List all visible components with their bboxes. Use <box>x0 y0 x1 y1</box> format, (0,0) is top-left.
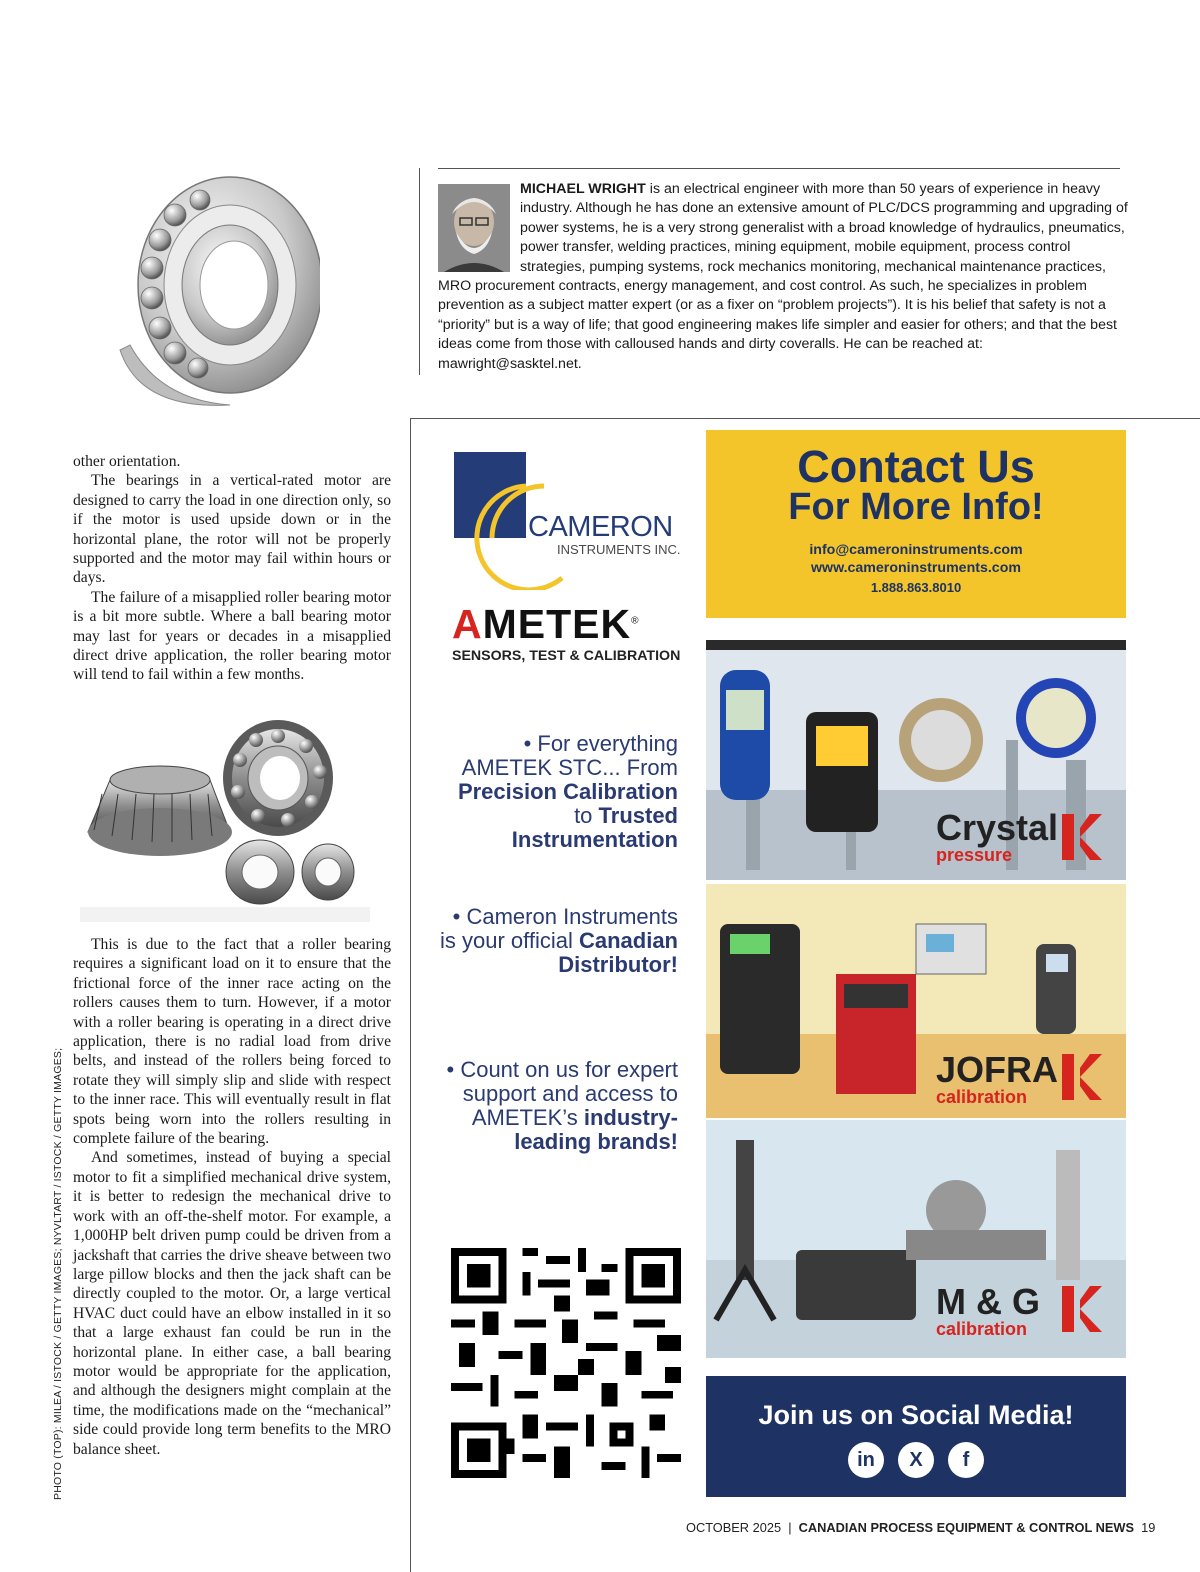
contact-box <box>706 430 1126 618</box>
ametek-k-mark <box>1058 812 1108 862</box>
facebook-icon[interactable]: f <box>948 1442 984 1478</box>
social-heading: Join us on Social Media! <box>758 1400 1074 1430</box>
roller-bearings-photo <box>80 712 370 922</box>
contact-email[interactable]: info@cameroninstruments.com <box>809 542 1023 558</box>
brand-sub: pressure <box>936 845 1013 865</box>
pitch-bold: Canadian Distributor! <box>558 928 678 977</box>
photo-credit: PHOTO (TOP): MILEA / ISTOCK / GETTY IMAGES; NYVLTART / ISTOCK / GETTY IMAGES; <box>52 1047 64 1500</box>
brand-name: Crystal <box>936 807 1059 848</box>
mg-brand <box>936 1281 1040 1339</box>
page-footer <box>686 1520 1155 1535</box>
article-column-bottom <box>73 935 391 1459</box>
article-paragraph: And sometimes, instead of buying a special motor to fit a simplified mechanical drive system, it is better to redesign the mechanical drive to work with an off-the-shelf motor. For example, a 1,000HP belt driven pump could be driven from a jackshaft that carries the drive sheave between two large pillow blocks and then the jack shaft can be directly coupled to the motor. Or, a large vertical HVAC duct could have an elbow installed in it so that a large exhaust fan could be run in the horizontal plane. In either case, a ball bearing motor would be appropriate for the application, and although the designers might complain at the time, the modifications made on the “mechanical” side could provide long term benefits to the MRO balance sheet. <box>73 1149 391 1458</box>
contact-heading: Contact Us <box>797 441 1035 492</box>
contact-subheading: For More Info! <box>788 486 1044 528</box>
qr-code[interactable] <box>451 1248 681 1478</box>
bio-left-rule <box>419 168 420 375</box>
ad-left-rule <box>410 418 411 1572</box>
page-number: 19 <box>1141 1520 1156 1535</box>
article-paragraph: The failure of a misapplied roller bearing motor is a bit more subtle. Where a ball bearing motor may last for years or decades in a misapplied direct drive application, the roller bearing motor will tend to fail within a few months. <box>73 588 391 684</box>
author-bio <box>438 180 1128 374</box>
footer-separator: | <box>788 1520 792 1535</box>
pitch-bold: industry-leading brands! <box>514 1105 678 1154</box>
ametek-logo <box>452 601 640 647</box>
ametek-tagline: SENSORS, TEST & CALIBRATION <box>452 648 681 664</box>
brand-sub: calibration <box>936 1087 1028 1107</box>
pitch-bold: Trusted Instrumentation <box>511 803 678 852</box>
ad-pitch-2 <box>436 905 678 977</box>
ad-pitch-1 <box>436 732 678 852</box>
crystal-brand <box>936 807 1059 865</box>
pitch-text: • For everything AMETEK STC... From <box>461 731 678 780</box>
author-bio-text: is an electrical engineer with more than 50 years of experience in heavy industry. Although he has done an extensive amount of PLC/DCS programming and upgrading of power systems, he is a very strong generalist with a broad knowledge of hydraulics, pneumatics, power transfer, welding practices, mining equipment, mobile equipment, process control strategies, pumping systems, rock mechanics monitoring, mechanical maintenance practices, MRO procurement contracts, energy management, and cost control. As such, he specializes in problem prevention as a subject matter expert (or as a fixer on “problem projects”). It is his belief that safety is not a “priority” but is a way of life; that good engineering makes life simpler and easier for others; and that the best ideas come from those with calloused hands and dirty coveralls. He can be reached at: mawright@sasktel.net. <box>438 181 1128 372</box>
brand-name: M & G <box>936 1281 1040 1322</box>
pitch-text: to <box>574 803 599 828</box>
registered-mark: ® <box>631 615 640 627</box>
cameron-wordmark: CAMERON <box>528 511 673 543</box>
contact-phone: 1.888.863.8010 <box>870 580 962 595</box>
social-media-box <box>706 1376 1126 1497</box>
x-twitter-icon[interactable]: X <box>898 1442 934 1478</box>
bio-top-rule <box>438 168 1120 169</box>
ametek-logo-a: A <box>452 601 483 647</box>
author-name: MICHAEL WRIGHT <box>520 181 646 197</box>
article-paragraph: This is due to the fact that a roller bearing requires a significant load on it to ensure that the frictional force of the inner race acting on the rollers causes them to turn. However, if a motor with a roller bearing is operating in a direct drive application, there is no radial load from drive belts, and instead of the rollers being forced to rotate they will simply slip and slide with respect to the inner race. This will eventually result in flat spots being worn into the rollers resulting in complete failure of the bearing. <box>73 936 391 1148</box>
jofra-brand <box>936 1049 1059 1107</box>
brand-sub: calibration <box>936 1319 1028 1339</box>
mg-calibration-panel <box>706 1120 1126 1358</box>
pitch-text: • Cameron Instruments is your official <box>439 904 678 953</box>
brand-name: JOFRA <box>936 1049 1059 1090</box>
article-paragraph: The bearings in a vertical-rated motor are designed to carry the load in one direction only, so if the motor is used upside down or in the horizontal plane, the rotor will not be properly supported and the motor may fail within hours or days. <box>73 472 391 587</box>
ad-pitch-3 <box>436 1058 678 1154</box>
pitch-text: • Count on us for expert support and access to AMETEK’s <box>446 1057 678 1130</box>
ball-bearing-photo <box>100 160 320 430</box>
article-paragraph: other orientation. <box>73 453 181 470</box>
ametek-logo-text: METEK <box>482 601 632 647</box>
crystal-pressure-panel <box>706 640 1126 880</box>
article-column-top <box>73 452 391 685</box>
ametek-k-mark <box>1058 1284 1108 1334</box>
publication-name: CANADIAN PROCESS EQUIPMENT & CONTROL NEWS <box>798 1520 1134 1535</box>
ametek-k-mark <box>1058 1052 1108 1102</box>
linkedin-icon[interactable]: in <box>848 1442 884 1478</box>
issue-date: OCTOBER 2025 <box>686 1520 782 1535</box>
pitch-bold: Precision Calibration <box>457 779 678 804</box>
jofra-calibration-panel <box>706 884 1126 1118</box>
ad-top-rule <box>410 418 1200 419</box>
contact-website[interactable]: www.cameroninstruments.com <box>811 560 1021 576</box>
cameron-subtitle: INSTRUMENTS INC. <box>557 542 681 557</box>
